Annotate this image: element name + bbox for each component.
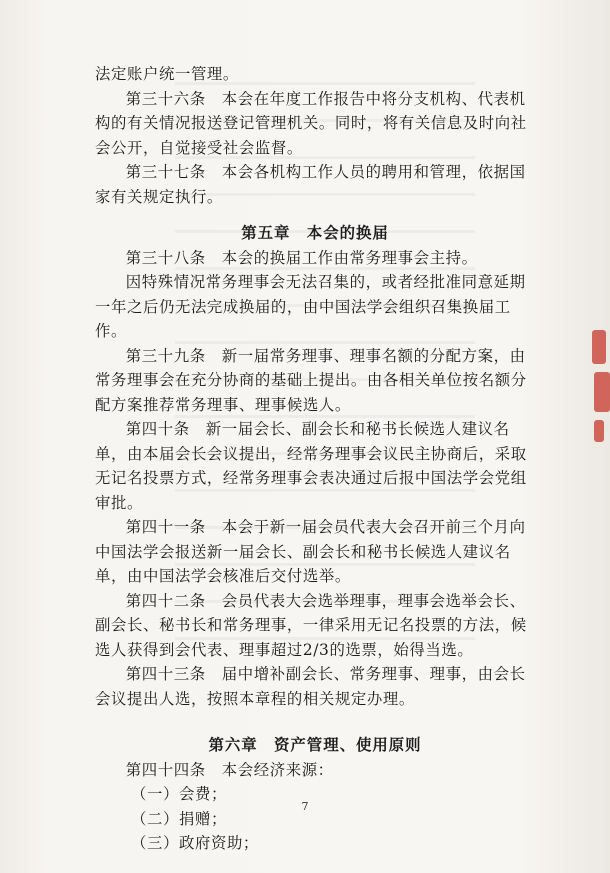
article-41: 第四十一条 本会于新一届会员代表大会召开前三个月向中国法学会报送新一届会长、副会长和秘书长候选人建议名单，由中国法学会核准后交付选举。 [95, 518, 526, 585]
chapter-6-heading: 第六章 资产管理、使用原则 [208, 736, 422, 754]
article-43: 第四十三条 届中增补副会长、常务理事、理事，由会长会议提出人选，按照本章程的相关规定办理。 [95, 665, 526, 708]
page-body [95, 62, 535, 856]
list-item: （一）会费； [131, 785, 227, 803]
article-39: 第三十九条 新一届常务理事、理事名额的分配方案，由常务理事会在充分协商的基础上提出。由各相关单位按名额分配方案推荐常务理事、理事候选人。 [95, 346, 527, 414]
article-42: 第四十二条 会员代表大会选举理事，理事会选举会长、副会长、秘书长和常务理事，一律采用无记名投票的方法，候选人获得到会代表、理事超过2/3的选票，始得当选。 [95, 591, 527, 659]
article-44: 第四十四条 本会经济来源： [125, 760, 334, 779]
chapter-5-heading: 第五章 本会的换届 [241, 224, 389, 242]
article-38: 第三十八条 本会的换届工作由常务理事会主持。 [125, 248, 478, 267]
paragraph-continuation: 法定账户统一管理。 [95, 65, 239, 83]
page-number: 7 [301, 800, 309, 813]
article-40: 第四十条 新一届会长、副会长和秘书长候选人建议名单，由本届会长会议提出，经常务理事会议民主协商后，采取无记名投票方式，经常务理事会表决通过后报中国法学会党组审批。 [95, 420, 527, 512]
list-item: （三）政府资助； [131, 834, 259, 852]
article-37: 第三十七条 本会各机构工作人员的聘用和管理，依据国家有关规定执行。 [95, 163, 526, 206]
red-seal-mark [594, 420, 604, 442]
list-item: （二）捐赠； [131, 809, 227, 828]
red-seal-mark [592, 330, 606, 364]
red-seal-mark [594, 372, 610, 412]
article-36: 第三十六条 本会在年度工作报告中将分支机构、代表机构的有关情况报送登记管理机关。同时，将有关信息及时向社会公开，自觉接受社会监督。 [95, 89, 527, 157]
article-38-paragraph-2: 因特殊情况常务理事会无法召集的，或者经批准同意延期一年之后仍无法完成换届的，由中国法学会组织召集换届工作。 [95, 273, 526, 340]
